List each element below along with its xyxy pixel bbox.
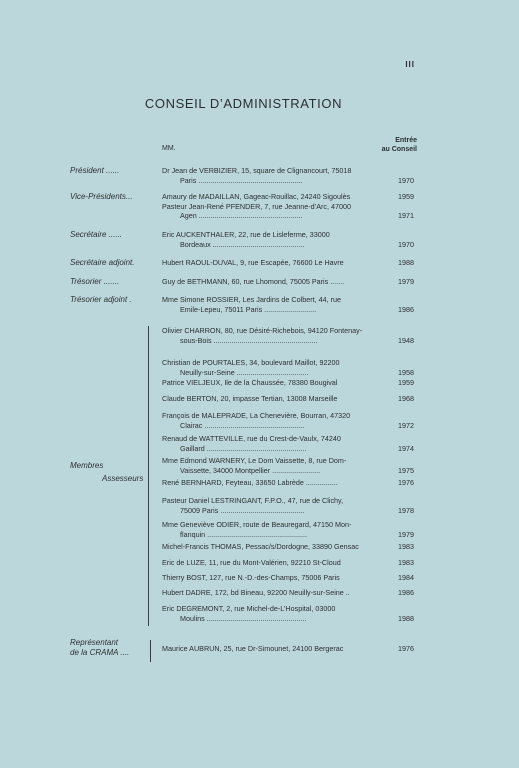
entry-year: 1959 (398, 192, 414, 201)
representant-label (70, 638, 129, 658)
header-au-conseil: au Conseil (381, 146, 417, 153)
entry-year: 1976 (398, 644, 414, 653)
entry-line: Neuilly-sur-Seine .................................... (180, 367, 309, 377)
role-label: Secrétaire adjoint. (70, 258, 135, 267)
entry-line: Christian de POURTALES, 34, boulevard Maillot, 92200 (162, 358, 340, 367)
entry-line: Renaud de WATTEVILLE, rue du Crest-de-Vaulx, 74240 (162, 434, 341, 443)
entry-line: Gaillard .................................................. (180, 443, 307, 453)
entry-year: 1948 (398, 335, 414, 345)
entry-year: 1976 (398, 478, 414, 487)
member-entry (162, 478, 382, 488)
entry-year: 1988 (398, 258, 414, 267)
entry-line: Vaissette, 34000 Montpellier ........................ (180, 465, 321, 475)
entry-line: Olivier CHARRON, 80, rue Désiré-Richebois, 94120 Fontenay- (162, 326, 363, 335)
member-entry (162, 456, 382, 475)
membres-label: Membres (70, 461, 104, 470)
entry-year: 1986 (398, 588, 414, 597)
entry-line: Hubert RAOUL-DUVAL, 9, rue Escapée, 76600 Le Havre (162, 258, 344, 267)
column-header-entree (382, 136, 417, 154)
page-title: CONSEIL D’ADMINISTRATION (144, 96, 343, 111)
member-entry (162, 542, 382, 552)
entry-year: 1978 (398, 505, 414, 515)
entry-line: Pasteur Daniel LESTRINGANT, F.P.O., 47, rue de Clichy, (162, 496, 344, 505)
entry-line: Mme Edmond WARNERY, Le Dom Vaissette, 8, rue Dom- (162, 456, 347, 465)
entry-year: 1979 (398, 529, 414, 539)
entry-year: 1968 (398, 394, 414, 403)
entry-line: Emile-Lepeu, 75011 Paris .......................... (180, 304, 317, 314)
role-label: Vice-Présidents... (70, 192, 133, 201)
member-entry (162, 604, 382, 623)
entry-year: 1979 (398, 277, 414, 286)
representant-label-line: Représentant (70, 638, 119, 647)
member-entry (162, 258, 382, 268)
entry-line: Clairac .................................................. (180, 420, 305, 430)
entry-line: René BERNHARD, Feyteau, 33650 Labrède ................ (162, 478, 338, 487)
entry-year: 1970 (398, 239, 414, 249)
representant-label-line: de la CRAMA .... (70, 648, 130, 657)
entry-line: Eric DEGREMONT, 2, rue Michel-de-L’Hospital, 03000 (162, 604, 336, 613)
entry-year: 1988 (398, 613, 414, 623)
entry-year: 1959 (398, 378, 414, 387)
membres-bracket (148, 326, 149, 626)
representant-bracket (150, 640, 151, 662)
entry-line: Moulins .................................................. (180, 613, 307, 623)
member-entry (162, 496, 382, 515)
entry-line: Thierry BOST, 127, rue N.-D.-des-Champs, 75006 Paris (162, 573, 340, 582)
entry-line: Claude BERTON, 20, impasse Tertian, 13008 Marseille (162, 394, 338, 403)
header-mm: MM. (162, 145, 176, 152)
member-entry (162, 166, 382, 185)
page-number: III (405, 60, 415, 69)
entry-year: 1972 (398, 420, 414, 430)
entry-line: Dr Jean de VERBIZIER, 15, square de Clignancourt, 75018 (162, 166, 352, 175)
entry-year: 1975 (398, 465, 414, 475)
entry-year: 1974 (398, 443, 414, 453)
member-entry (162, 230, 382, 249)
entry-year: 1983 (398, 542, 414, 551)
member-entry (162, 326, 382, 345)
entry-line: flanquin .................................................. (180, 529, 308, 539)
entry-line: François de MALEPRADE, La Chenevière, Bourran, 47320 (162, 411, 351, 420)
entry-year: 1984 (398, 573, 414, 582)
entry-line: Michel-Francis THOMAS, Pessac/s/Dordogne, 33890 Gensac (162, 542, 359, 551)
entry-line: 75009 Paris .......................................... (180, 505, 305, 515)
entry-year: 1970 (398, 175, 414, 185)
entry-year: 1971 (398, 211, 414, 220)
member-entry (162, 378, 382, 388)
member-entry (162, 192, 382, 221)
entry-year: 1986 (398, 304, 414, 314)
role-label: Trésorier adjoint . (70, 295, 132, 304)
role-label: Secrétaire ...... (70, 230, 123, 239)
assesseurs-label: Assesseurs (102, 474, 144, 483)
member-entry (162, 573, 382, 583)
entry-line: Maurice AUBRUN, 25, rue Dr-Simounet, 24100 Bergerac (162, 644, 344, 653)
member-entry (162, 394, 382, 404)
entry-line: Eric AUCKENTHALER, 22, rue de Lisleferme, 33000 (162, 230, 330, 239)
entry-line: Pasteur Jean-René PFENDER, 7, rue Jeanne-d’Arc, 47000 (162, 201, 351, 211)
entry-line: Hubert DADRE, 172, bd Bineau, 92200 Neuilly-sur-Seine .. (162, 588, 350, 597)
entry-line: Agen .................................................... (180, 211, 303, 220)
member-entry (162, 434, 382, 453)
role-label: Président ...... (70, 166, 120, 175)
entry-year: 1958 (398, 367, 414, 377)
member-entry (162, 277, 382, 287)
entry-line: Paris .................................................... (180, 175, 303, 185)
role-label: Trésorier ....... (70, 277, 120, 286)
member-entry (162, 411, 382, 430)
entry-line: Amaury de MADAILLAN, Gageac-Rouillac, 24240 Sigoulès (162, 192, 351, 201)
entry-line: Guy de BETHMANN, 60, rue Lhomond, 75005 Paris ....... (162, 277, 345, 286)
entry-year: 1983 (398, 558, 414, 567)
member-entry (162, 558, 382, 568)
header-entree: Entrée (395, 137, 417, 144)
member-entry (162, 520, 382, 539)
entry-line: Mme Geneviève ODIER, route de Beauregard, 47150 Mon- (162, 520, 352, 529)
entry-line: Patrice VIELJEUX, Ile de la Chaussée, 78380 Bougival (162, 378, 338, 387)
entry-line: Bordeaux .............................................. (180, 239, 305, 249)
member-entry (162, 644, 382, 654)
member-entry (162, 588, 382, 598)
member-entry (162, 358, 382, 377)
member-entry (162, 295, 382, 314)
entry-line: Eric de LUZE, 11, rue du Mont-Valérien, 92210 St-Cloud (162, 558, 341, 567)
entry-line: sous-Bois .................................................... (180, 335, 318, 345)
entry-line: Mme Simone ROSSIER, Les Jardins de Colbert, 44, rue (162, 295, 341, 304)
